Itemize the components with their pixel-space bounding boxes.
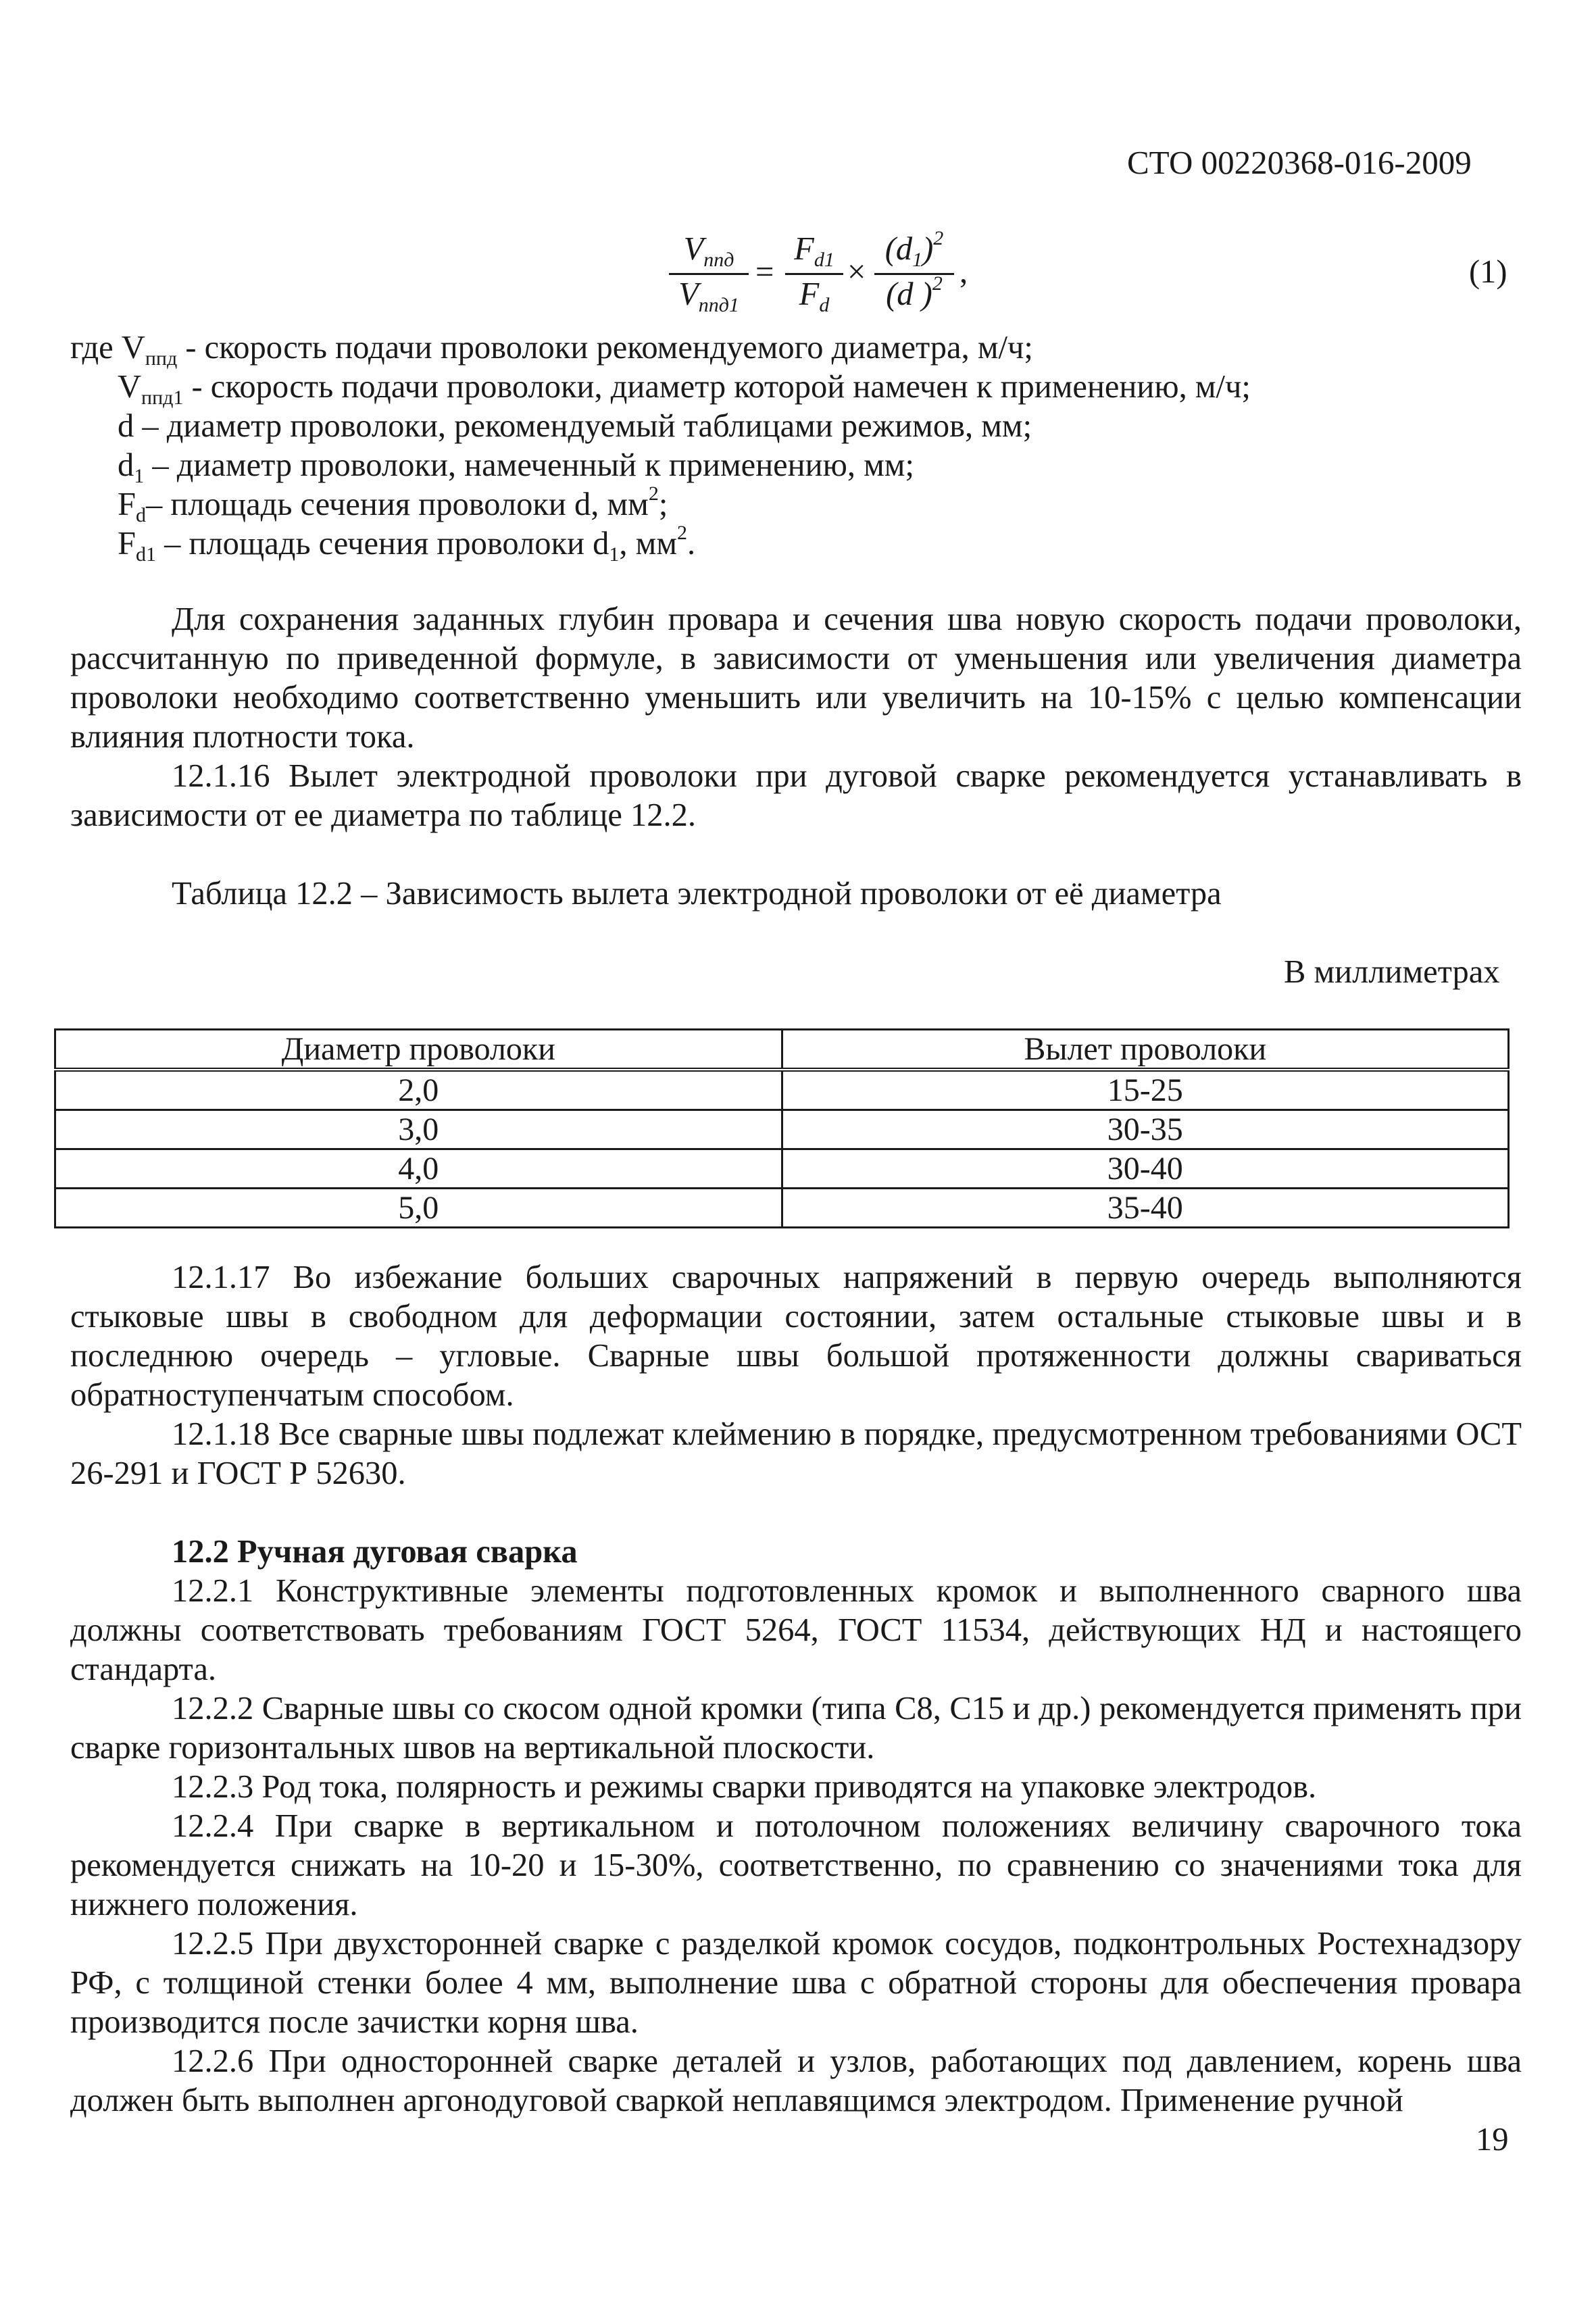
table-cell-diameter: 4,0 [55,1149,782,1189]
definition-fd1: $F_{d1}$ – площадь сечения проволоки $d_1$, $мм^2$. [118,522,696,566]
formula-equals: = [755,254,774,290]
wire-stickout-table [54,1028,1510,1228]
formula [669,227,1007,324]
paragraph-12-2-3: 12.2.3 Род тока, полярность и режимы сварки приводятся на упаковке электродов. [172,1769,1317,1805]
table-cell-stickout: 15-25 [782,1070,1509,1110]
paragraph-12-2-2: 12.2.2 Сварные швы со скосом одной кромки (типа С8, С15 и др.) рекомендуется применять при сварке горизонтальных швов на вертикальной плоскости. [70,1691,1522,1766]
table-cell-stickout: 30-40 [782,1149,1509,1189]
definition-v-ppd: где $V_{ппд}$ - скорость подачи проволоки рекомендуемого диаметра, м/ч; [70,330,1033,370]
table-row [55,1110,1509,1149]
paragraph-12-2-6: 12.2.6 При односторонней сварке деталей и узлов, работающих под давлением, корень шва должен быть выполнен аргонодуговой сваркой неплавящимся электродом. Применение ручной [70,2043,1522,2118]
definition-d: d – диаметр проволоки, рекомендуемый таблицами режимов, мм; [118,408,1032,444]
table-cell-diameter: 2,0 [55,1070,782,1110]
formula-diameter-denominator: (d )$^2$ [886,272,943,312]
formula-lhs-fraction [669,230,749,318]
formula-lhs-numerator: $V_{ппд}$ [669,230,749,275]
table-header-diameter: Диаметр проволоки [55,1030,782,1070]
table-row [55,1149,1509,1189]
table-cell-diameter: 3,0 [55,1110,782,1149]
definition-fd: $F_d-$ площадь сечения проволоки d, $мм^2$; [118,482,668,526]
document-code: СТО 00220368-016-2009 [1127,144,1472,181]
paragraph-12-1-18: 12.1.18 Все сварные швы подлежат клеймению в порядке, предусмотренном требованиями ОСТ 26-291 и ГОСТ Р 52630. [70,1416,1522,1491]
page-number: 19 [1476,2122,1509,2158]
section-heading: 12.2 Ручная дуговая сварка [172,1534,578,1570]
formula-diameter-fraction [874,227,954,318]
formula-area-fraction [785,230,843,318]
table-cell-stickout: 30-35 [782,1110,1509,1149]
table-row [55,1070,1509,1110]
table-cell-diameter: 5,0 [55,1189,782,1228]
formula-area-denominator: $F_d$ [799,276,830,316]
table-units: В миллиметрах [1284,954,1500,990]
table-header-row [55,1030,1509,1070]
table-cell-stickout: 35-40 [782,1189,1509,1228]
formula-lhs-denominator: $V_{ппд1}$ [678,276,739,316]
paragraph-12-2-4: 12.2.4 При сварке в вертикальном и потолочном положениях величину сварочного тока рекомендуется снижать на 10-20 и 15-30%, соответственно, по сравнению со значениями тока для нижнего положения. [70,1808,1522,1922]
paragraph-12-2-5: 12.2.5 При двухсторонней сварке с разделкой кромок сосудов, подконтрольных Ростехнадзору РФ, с толщиной стенки более 4 мм, выполнение шва с обратной стороны для обеспечения провара производится после зачистки корня шва. [70,1926,1522,2040]
formula-comma: , [959,254,968,290]
table-header-stickout: Вылет проволоки [782,1030,1509,1070]
formula-diameter-numerator: $(d_1)^2$ [874,230,954,275]
table-caption: Таблица 12.2 – Зависимость вылета электродной проволоки от её диаметра [172,876,1222,912]
paragraph-12-2-1: 12.2.1 Конструктивные элементы подготовленных кромок и выполненного сварного шва должны соответствовать требованиям ГОСТ 5264, ГОСТ 11534, действующих НД и настоящего стандарта. [70,1573,1522,1687]
table-row [55,1189,1509,1228]
formula-number: (1) [1469,254,1507,290]
formula-times: × [847,254,866,290]
paragraph-compensation: Для сохранения заданных глубин провара и сечения шва новую скорость подачи проволоки, рассчитанную по приведенной формуле, в зависимости от уменьшения или увеличения диаметра проволоки необходимо соответственно уменьшить или увеличить на 10-15% с целью компенсации влияния плотности тока. [70,601,1522,755]
formula-area-numerator: $F_{d1}$ [785,230,843,275]
definition-v-ppd1: $V_{ппд1}$ - скорость подачи проволоки, диаметр которой намечен к применению, м/ч; [118,369,1251,409]
definition-d1: $d_1$ – диаметр проволоки, намеченный к применению, мм; [118,447,914,487]
paragraph-12-1-17: 12.1.17 Во избежание больших сварочных напряжений в первую очередь выполняются стыковые швы в свободном для деформации состоянии, затем остальные стыковые швы и в последнюю очередь – угловые. Сварные швы большой протяженности должны свариваться обратноступенчатым способом. [70,1260,1522,1413]
paragraph-12-1-16: 12.1.16 Вылет электродной проволоки при дуговой сварке рекомендуется устанавливать в зависимости от ее диаметра по таблице 12.2. [70,758,1522,833]
